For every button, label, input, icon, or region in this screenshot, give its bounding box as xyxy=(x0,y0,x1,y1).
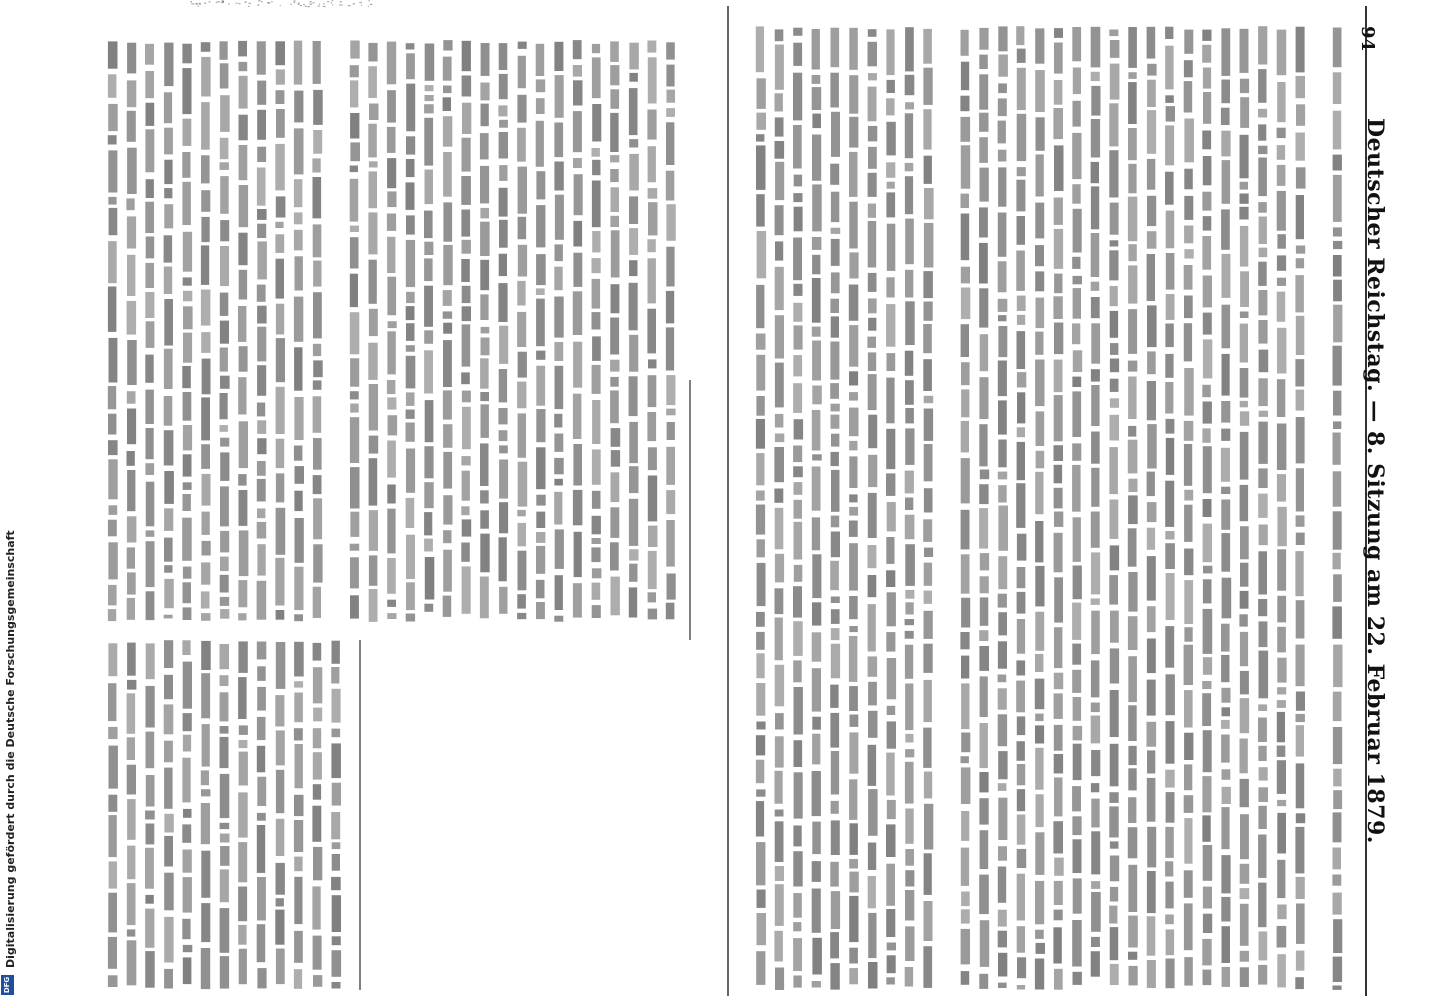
dfg-logo: DFG xyxy=(1,975,14,995)
page-header: Deutscher Reichstag. — 8. Sitzung am 22. Februar 1879. xyxy=(1362,118,1388,844)
scan-speckles xyxy=(190,0,372,7)
page-number: 94 xyxy=(1357,26,1378,52)
digitization-note: Digitalisierung gefördert durch die Deutsche Forschungsgemeinschaft xyxy=(4,530,17,968)
text-texture xyxy=(108,26,1343,990)
column-rules xyxy=(360,6,1366,996)
